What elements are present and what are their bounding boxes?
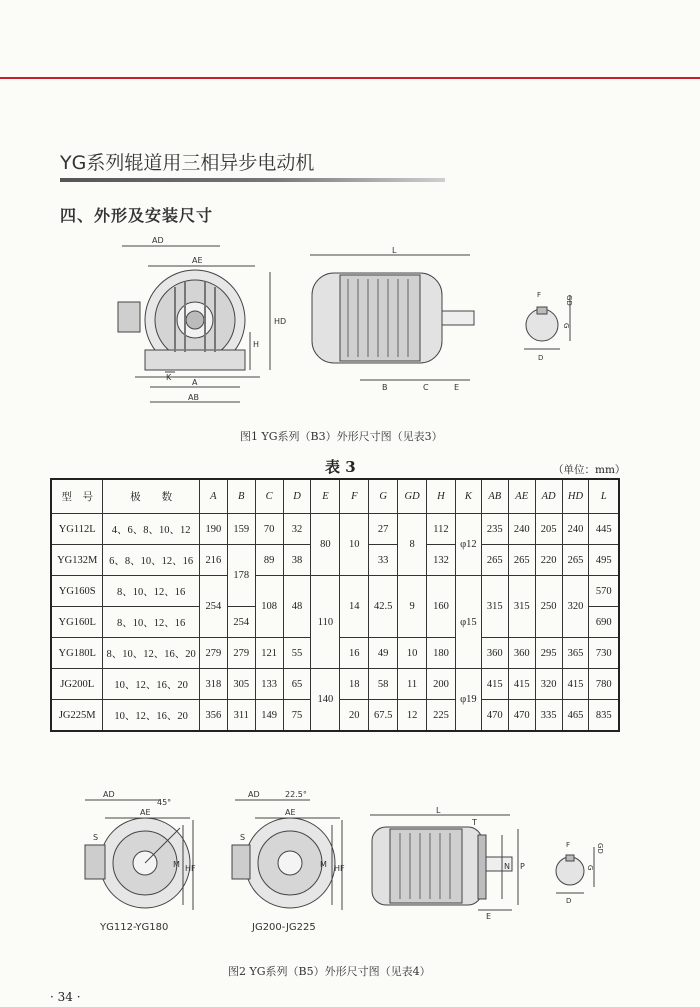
cell-L: 495 <box>589 545 619 576</box>
cell-AD: 335 <box>535 700 562 732</box>
title-underline <box>60 178 445 182</box>
figure2-flange-view-left <box>65 785 200 920</box>
header-AB: AB <box>481 479 508 514</box>
fig1-label-GD: GD <box>565 295 573 306</box>
cell-L: 780 <box>589 669 619 700</box>
header-GD: GD <box>398 479 427 514</box>
cell-B: 159 <box>227 514 255 545</box>
fig2-label-L: L <box>436 806 441 815</box>
cell-B: 254 <box>227 607 255 638</box>
cell-A: 279 <box>199 638 227 669</box>
cell-F: 16 <box>340 638 369 669</box>
header-D: D <box>283 479 311 514</box>
cell-poles: 8、10、12、16 <box>103 576 199 607</box>
table-row <box>51 576 619 607</box>
cell-C: 89 <box>255 545 283 576</box>
cell-AE: 240 <box>508 514 535 545</box>
header-A: A <box>199 479 227 514</box>
header-H: H <box>427 479 456 514</box>
cell-L: 445 <box>589 514 619 545</box>
fig2-left-label-S: S <box>93 833 99 842</box>
fig2-mid-label-AD: AD <box>248 790 260 799</box>
fig2-label-P: P <box>520 862 525 871</box>
cell-K: φ12 <box>455 514 481 576</box>
fig2-label-D: D <box>566 897 572 905</box>
cell-poles: 10、12、16、20 <box>103 700 199 732</box>
cell-model: YG160S <box>51 576 103 607</box>
cell-GD: 10 <box>398 638 427 669</box>
fig1-label-K: K <box>166 373 172 382</box>
header-rule <box>0 77 700 79</box>
cell-AD: 205 <box>535 514 562 545</box>
figure1-front-view <box>100 232 290 414</box>
fig1-label-HD: HD <box>274 317 287 326</box>
fig2-mid-label-AE: AE <box>285 808 296 817</box>
fig1-label-D: D <box>538 354 544 362</box>
cell-D: 48 <box>283 576 311 638</box>
cell-poles: 10、12、16、20 <box>103 669 199 700</box>
cell-AB: 470 <box>481 700 508 732</box>
cell-F: 20 <box>340 700 369 732</box>
table-header-row <box>51 479 619 514</box>
dimension-table <box>50 478 620 732</box>
fig1-label-AB: AB <box>188 393 199 402</box>
table-unit: （单位：mm） <box>553 464 626 476</box>
header-E: E <box>311 479 340 514</box>
cell-GD: 12 <box>398 700 427 732</box>
fig1-label-E: E <box>454 383 460 392</box>
cell-HD: 465 <box>562 700 589 732</box>
fig1-label-AE: AE <box>192 256 203 265</box>
fig2-mid-angle: 22.5° <box>285 790 307 799</box>
cell-H: 200 <box>427 669 456 700</box>
cell-poles: 4、6、8、10、12 <box>103 514 199 545</box>
cell-H: 112 <box>427 514 456 545</box>
section-heading: 四、外形及安装尺寸 <box>60 206 214 225</box>
cell-L: 730 <box>589 638 619 669</box>
table-title: 表 3 <box>325 458 356 476</box>
cell-K: φ15 <box>455 576 481 669</box>
cell-H: 132 <box>427 545 456 576</box>
cell-HD: 415 <box>562 669 589 700</box>
cell-C: 121 <box>255 638 283 669</box>
fig2-mid-label-S: S <box>240 833 246 842</box>
figure2-mid-label: JG200-JG225 <box>252 922 316 933</box>
fig2-left-label-M: M <box>173 860 180 869</box>
header-AE: AE <box>508 479 535 514</box>
cell-HD: 265 <box>562 545 589 576</box>
cell-AD: 220 <box>535 545 562 576</box>
cell-F: 10 <box>340 514 369 576</box>
cell-AE: 470 <box>508 700 535 732</box>
cell-G: 33 <box>369 545 398 576</box>
fig2-label-T: T <box>472 818 477 827</box>
header-model: 型 号 <box>51 479 103 514</box>
cell-A: 216 <box>199 545 227 576</box>
fig1-label-H: H <box>253 340 260 349</box>
fig1-label-AD: AD <box>152 236 164 245</box>
fig2-left-label-HF: HF <box>185 864 196 873</box>
cell-D: 65 <box>283 669 311 700</box>
fig2-label-N: N <box>504 862 510 871</box>
figure1-caption: 图1 YG系列（B3）外形尺寸图（见表3） <box>240 430 443 443</box>
cell-D: 55 <box>283 638 311 669</box>
fig1-label-C: C <box>423 383 429 392</box>
cell-poles: 6、8、10、12、16 <box>103 545 199 576</box>
header-F: F <box>340 479 369 514</box>
header-L: L <box>589 479 619 514</box>
cell-HD: 240 <box>562 514 589 545</box>
cell-AD: 320 <box>535 669 562 700</box>
table-row <box>51 514 619 545</box>
cell-AD: 250 <box>535 576 562 638</box>
header-poles: 极 数 <box>103 479 199 514</box>
cell-L: 570 <box>589 576 619 607</box>
header-AD: AD <box>535 479 562 514</box>
fig1-label-A: A <box>192 378 198 387</box>
cell-D: 75 <box>283 700 311 732</box>
table-row <box>51 669 619 700</box>
cell-E: 110 <box>311 576 340 669</box>
fig2-left-angle: 45° <box>157 798 172 807</box>
cell-H: 225 <box>427 700 456 732</box>
fig2-mid-label-HF: HF <box>334 864 345 873</box>
page-number: · 34 · <box>50 990 81 1004</box>
figure1-side-view <box>300 245 480 405</box>
cell-AB: 415 <box>481 669 508 700</box>
fig2-left-label-AD: AD <box>103 790 115 799</box>
cell-model: YG160L <box>51 607 103 638</box>
figure2-caption: 图2 YG系列（B5）外形尺寸图（见表4） <box>228 965 431 978</box>
fig1-label-F: F <box>537 291 542 299</box>
cell-AE: 265 <box>508 545 535 576</box>
cell-AB: 235 <box>481 514 508 545</box>
cell-G: 27 <box>369 514 398 545</box>
cell-HD: 320 <box>562 576 589 638</box>
header-K: K <box>455 479 481 514</box>
cell-model: YG112L <box>51 514 103 545</box>
figure2-side-view <box>360 805 530 920</box>
cell-GD: 11 <box>398 669 427 700</box>
header-B: B <box>227 479 255 514</box>
cell-L: 690 <box>589 607 619 638</box>
cell-G: 67.5 <box>369 700 398 732</box>
cell-G: 49 <box>369 638 398 669</box>
header-C: C <box>255 479 283 514</box>
fig1-label-L: L <box>392 246 397 255</box>
cell-B: 279 <box>227 638 255 669</box>
fig2-label-GD: GD <box>596 843 604 854</box>
cell-AB: 360 <box>481 638 508 669</box>
cell-AE: 415 <box>508 669 535 700</box>
cell-D: 32 <box>283 514 311 545</box>
cell-A: 254 <box>199 576 227 638</box>
cell-poles: 8、10、12、16、20 <box>103 638 199 669</box>
cell-AB: 265 <box>481 545 508 576</box>
fig2-label-E: E <box>486 912 492 920</box>
cell-model: YG180L <box>51 638 103 669</box>
cell-E: 80 <box>311 514 340 576</box>
cell-G: 58 <box>369 669 398 700</box>
cell-C: 108 <box>255 576 283 638</box>
figure2-flange-view-mid <box>210 785 350 920</box>
cell-B: 178 <box>227 545 255 607</box>
cell-G: 42.5 <box>369 576 398 638</box>
cell-GD: 8 <box>398 514 427 576</box>
figure1-shaft-section <box>512 285 582 365</box>
page-title: YG系列辊道用三相异步电动机 <box>60 152 315 174</box>
cell-F: 14 <box>340 576 369 638</box>
fig2-label-G: G <box>586 865 594 871</box>
cell-AE: 315 <box>508 576 535 638</box>
fig2-label-F: F <box>566 841 571 849</box>
cell-F: 18 <box>340 669 369 700</box>
fig2-mid-label-M: M <box>320 860 327 869</box>
cell-H: 180 <box>427 638 456 669</box>
header-HD: HD <box>562 479 589 514</box>
fig1-label-B: B <box>382 383 388 392</box>
cell-B: 305 <box>227 669 255 700</box>
figure2-left-label: YG112-YG180 <box>100 922 169 933</box>
cell-A: 190 <box>199 514 227 545</box>
cell-L: 835 <box>589 700 619 732</box>
cell-C: 70 <box>255 514 283 545</box>
cell-AE: 360 <box>508 638 535 669</box>
fig1-label-G: G <box>562 323 570 329</box>
cell-A: 356 <box>199 700 227 732</box>
cell-E: 140 <box>311 669 340 732</box>
header-G: G <box>369 479 398 514</box>
cell-D: 38 <box>283 545 311 576</box>
cell-H: 160 <box>427 576 456 638</box>
cell-model: YG132M <box>51 545 103 576</box>
cell-B: 311 <box>227 700 255 732</box>
cell-AD: 295 <box>535 638 562 669</box>
cell-model: JG225M <box>51 700 103 732</box>
cell-C: 133 <box>255 669 283 700</box>
cell-A: 318 <box>199 669 227 700</box>
figure2-shaft-section <box>548 835 610 905</box>
cell-poles: 8、10、12、16 <box>103 607 199 638</box>
cell-K: φ19 <box>455 669 481 732</box>
cell-C: 149 <box>255 700 283 732</box>
cell-AB: 315 <box>481 576 508 638</box>
cell-model: JG200L <box>51 669 103 700</box>
fig2-left-label-AE: AE <box>140 808 151 817</box>
cell-HD: 365 <box>562 638 589 669</box>
cell-GD: 9 <box>398 576 427 638</box>
